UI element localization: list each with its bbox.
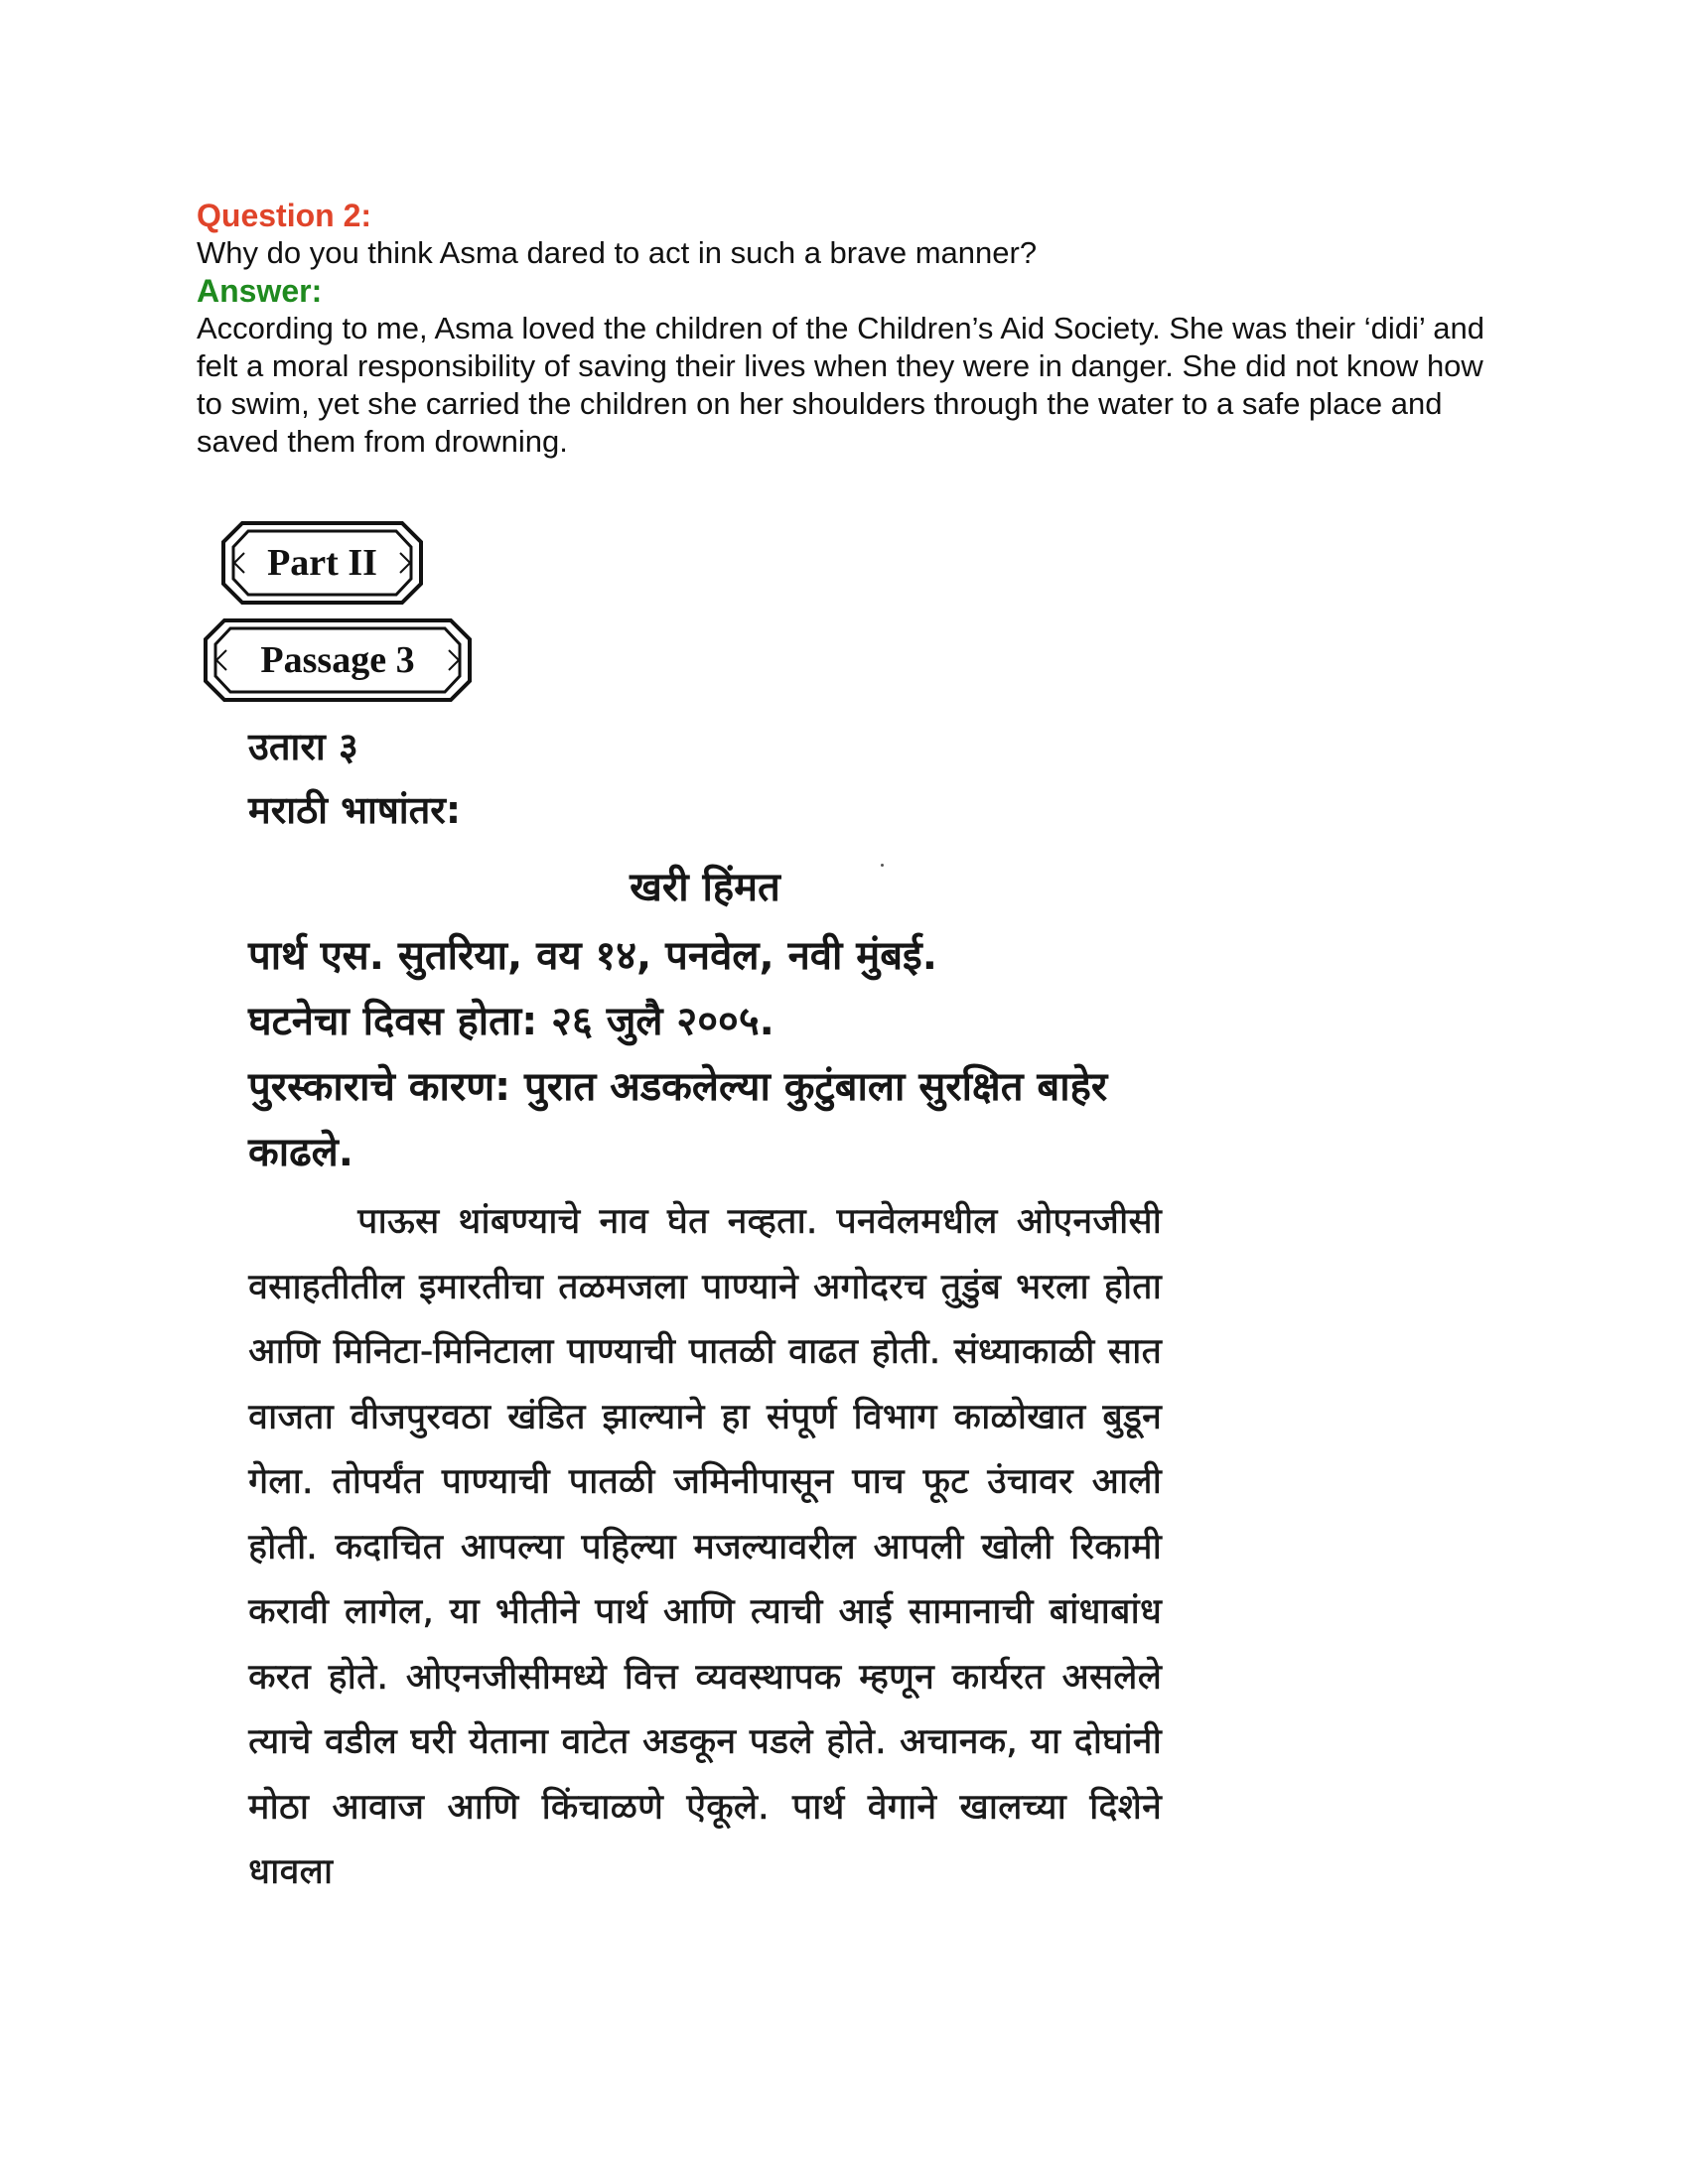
part-badge — [220, 520, 424, 606]
passage-label: Passage 3 — [260, 639, 415, 681]
question-text: Why do you think Asma dared to act in such a brave manner? — [197, 235, 1038, 270]
passage-subheading: मराठी भाषांतर: — [248, 788, 462, 832]
passage-body: पाऊस थांबण्याचे नाव घेत नव्हता. पनवेलमधील ओएनजीसी वसाहतीतील इमारतीचा तळमजला पाण्याने अगोदरच तुडुंब भरला होता आणि मिनिटा-मिनिटाला पाण्याची पातळी वाढत होती. संध्याकाळी सात वाजता वीजपुरवठा खंडित झाल्याने हा संपूर्ण विभाग काळोखात बुडून गेला. तोपर्यंत पाण्याची पातळी जमिनीपासून पाच फूट उंचावर आली होती. कदाचित आपल्या पहिल्या मजल्यावरील आपली खोली रिकामी करावी लागेल, या भीतीने पार्थ आणि त्याची आई सामानाची बांधाबांध करत होते. ओएनजीसीमध्ये वित्त व्यवस्थापक म्हणून कार्यरत असलेले त्याचे वडील घरी येताना वाटेत अडकून पडले होते. अचानक, या दोघांनी मोठा आवाज आणि किंचाळणे ऐकूले. पार्थ वेगाने खालच्या दिशेने धावला — [248, 1201, 1162, 1892]
passage-info-reason: पुरस्काराचे कारण: पुरात अडकलेल्या कुटुंबाला सुरक्षित बाहेर काढले. — [248, 1064, 1108, 1175]
question-label: Question 2: — [197, 198, 372, 233]
passage-badge — [203, 617, 473, 703]
marathi-passage — [248, 715, 1162, 1905]
answer-text: According to me, Asma loved the children of the Children’s Aid Society. She was their ‘didi’ and felt a moral responsibility of saving their lives when they were in danger. She did not know how to swim, yet she carried the children on her shoulders through the water to a safe place and saved them from drowning. — [197, 311, 1484, 459]
passage-heading: उतारा ३ — [248, 725, 358, 768]
passage-info-name: पार्थ एस. सुतरिया, वय १४, पनवेल, नवी मुंबई. — [248, 933, 937, 979]
part-label: Part II — [267, 542, 377, 584]
scan-speck — [881, 864, 884, 867]
qa-section — [197, 197, 1487, 461]
answer-label: Answer: — [197, 273, 323, 309]
passage-info-date: घटनेचा दिवस होता: २६ जुलै २००५. — [248, 999, 774, 1044]
passage-title: खरी हिंमत — [630, 865, 780, 910]
